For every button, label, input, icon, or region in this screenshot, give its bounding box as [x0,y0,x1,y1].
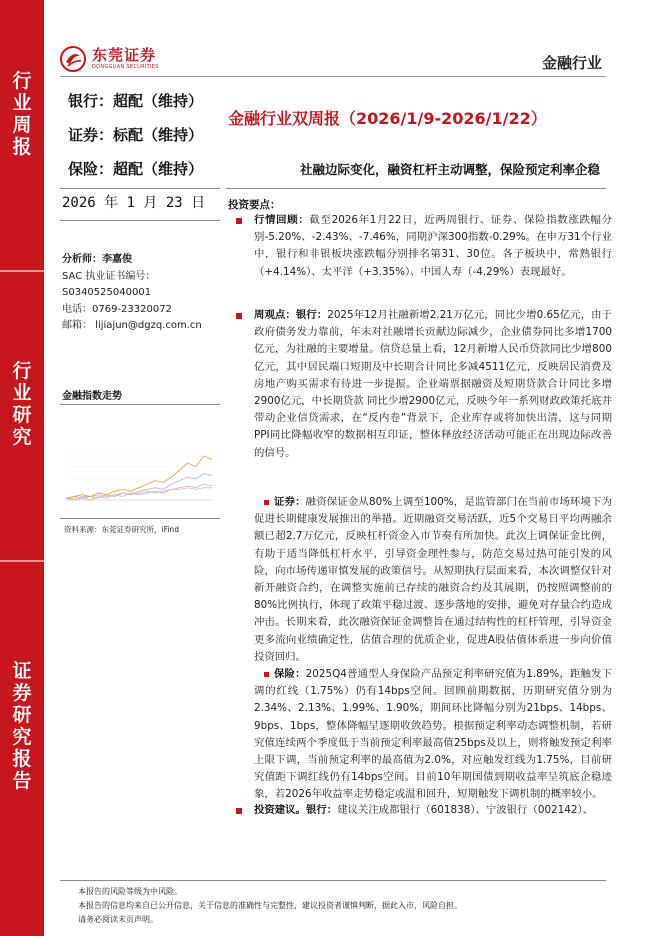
paragraph-head: 投资建议。银行： [254,804,338,816]
divider [60,404,220,405]
paragraph-text: 2025年12月社融新增2.21万亿元，同比少增0.65亿元，由于政府债务发力靠前，年末对社融增长贡献边际减少，企业债券同比多增1700亿元，为社融的主要增量。信贷总量上看，12月新增人民币贷款同比少增800亿元，其中居民端口短期及中长期合计同比多减4511亿元，反映居民消费及房地产购买需求有待进一步提振。企业端票据融资及短期贷款合计同比多增2900亿元，中长期贷款 同比少增2900亿元，反映今年一系列财政政策托底并带动企业信贷需求，在“反内卷”背景下，企业库存或将加快出清，这与同期PPI同比降幅收窄的数据相互印证，整体释放经济活动可能正在出现边际改善 的信号。 [254,309,613,459]
report-title: 金融行业双周报（2026/1/9-2026/1/22） [228,109,547,128]
sidebar-label-research [0,360,44,448]
paragraph-market-review [254,212,612,281]
bullet-square-icon [236,218,242,224]
bullet-square-icon [236,808,242,814]
analyst-name: 分析师：李嘉俊 [62,254,132,265]
sidebar-char: 业 [12,382,32,404]
sidebar-char: 研 [12,704,32,726]
footer-disclaimer [78,885,462,927]
logo-text-en: DONGGUAN SECURITIES [92,64,159,70]
sidebar-char: 报 [12,136,32,158]
chart-series-line-1 [66,456,212,498]
paragraph-head: 保险： [274,668,306,680]
paragraph-investment-advice [254,802,612,819]
analyst-sac-label: SAC 执业证书编号： [62,270,156,282]
paragraph-text: 建议关注成都银行（601838）、宁波银行（002142）、 [337,804,594,816]
sidebar-label-weekly [0,70,44,158]
logo-mark-icon [60,46,86,72]
sidebar-char: 券 [12,682,32,704]
sidebar-char: 告 [12,770,32,792]
sidebar-char: 行 [12,70,32,92]
divider [226,188,606,189]
paragraph-head: 证券： [274,496,306,508]
footer-line: 本报告的信息均来自已公开信息，关于信息的准确性与完整性，建议投资者谨慎判断，据此入市，风险自担。 [78,901,462,910]
footer-line: 请务必阅读末页声明。 [78,915,158,924]
sidebar-char: 证 [12,660,32,682]
divider [60,518,220,519]
paragraph-securities [254,494,612,666]
report-date: 2026 年 1 月 23 日 [62,195,206,211]
key-points-heading: 投资要点： [228,199,281,211]
analyst-phone: 电话：0769-23320072 [62,303,172,315]
chart-source: 资料来源：东莞证券研究所，iFind [64,525,179,534]
paragraph-text: 截至2026年1月22日，近两周银行、证券、保险指数涨跌幅分别-5.20%、-2.43%、-7.46%，同期沪深300指数-0.29%。在申万31个行业中，银行和非银板块涨跌幅分别排名第31、30位。各子板块中，常熟银行（+4.14%）、太平洋（+3.35%）、中国人寿（-4.29%）表现最好。 [254,214,612,278]
analyst-info [62,252,202,335]
bullet-square-icon [264,500,269,505]
footer-line: 本报告的风险等级为中风险。 [78,887,182,896]
company-logo [60,46,159,72]
rating-securities: 证券：标配（维持） [68,126,204,144]
sidebar-char: 周 [12,114,32,136]
left-sidebar [0,0,44,936]
rating-insurance: 保险：超配（维持） [68,160,204,178]
bullet-square-icon [264,672,269,677]
paragraph-text: 2025Q4普通型人身保险产品预定利率研究值为1.89%，距触发下调的红线（1.75%）仍有14bps空间。回顾前期数据，历期研究值分别为2.34%、2.13%、1.99%、1.90%，期间环比降幅分别为21bps、14bps、9bps、1bps，整体降幅呈逐期收敛趋势。根据预定利率动态调整机制，若研究值连续两个季度低于当前预定利率最高值25bps及以上，则将触发预定利率上限下调，当前预定利率的最高值为2.0%，对应触发红线为1.75%，目前研究值距下调红线仍有14bps空间。目前10年期国债到期收益率呈筑底企稳迹象，若2026年收益率走势稳定或温和回升，短期触发下调机制的概率较小。 [254,668,612,801]
paragraph-weekly-view-bank [254,307,612,462]
sidebar-char: 究 [12,726,32,748]
sidebar-char: 研 [12,404,32,426]
rating-bank: 银行：超配（维持） [68,92,204,110]
index-trend-chart [60,410,216,514]
sidebar-divider [0,270,44,272]
sidebar-divider [0,560,44,562]
analyst-cert-number: S0340525040001 [62,287,152,298]
paragraph-text: 融资保证金从80%上调至100%，是监管部门在当前市场环境下为促进长期健康发展推出的举措。近期融资交易活跃，近5个交易日平均两融余额已超2.7万亿元，反映杠杆资金入市节奏有所加快。此次上调保证金比例，有助于适当降低杠杆水平，引导资金理性参与，防范交易过热可能引发的风险，向市场传递审慎发展的政策信号。从短期执行层面来看，本次调整仅针对新开融资合约，在调整实施前已存续的融资合约及其展期，仍按照调整前的80%比例执行，体现了政策平稳过渡、逐步落地的安排，避免对存量合约造成冲击。长期来看，此次融资保证金调整旨在通过结构性的杠杆管理，引导资金更多流向业绩确定性，估值合理的优质企业，促进A股估值体系进一步向价值投资回归。 [254,496,612,663]
paragraph-insurance [254,666,612,804]
footer-divider [60,880,606,881]
header-divider [60,76,606,77]
chart-title: 金融指数走势 [62,391,122,402]
sidebar-char: 行 [12,360,32,382]
paragraph-head: 周观点：银行： [254,309,328,321]
chart-series-line-3 [66,484,212,500]
industry-label: 金融行业 [541,54,602,72]
paragraph-head: 行情回顾： [254,214,310,226]
divider [60,188,220,189]
sidebar-label-report [0,660,44,792]
bullet-square-icon [236,313,242,319]
analyst-email[interactable]: 邮箱： lijiajun@dgzq.com.cn [62,320,202,331]
sidebar-char: 业 [12,92,32,114]
report-subtitle: 社融边际变化，融资杠杆主动调整，保险预定利率企稳 [299,162,600,177]
logo-text-cn: 东莞证券 [92,46,157,64]
divider [60,220,220,221]
sidebar-char: 报 [12,748,32,770]
sidebar-char: 究 [12,426,32,448]
